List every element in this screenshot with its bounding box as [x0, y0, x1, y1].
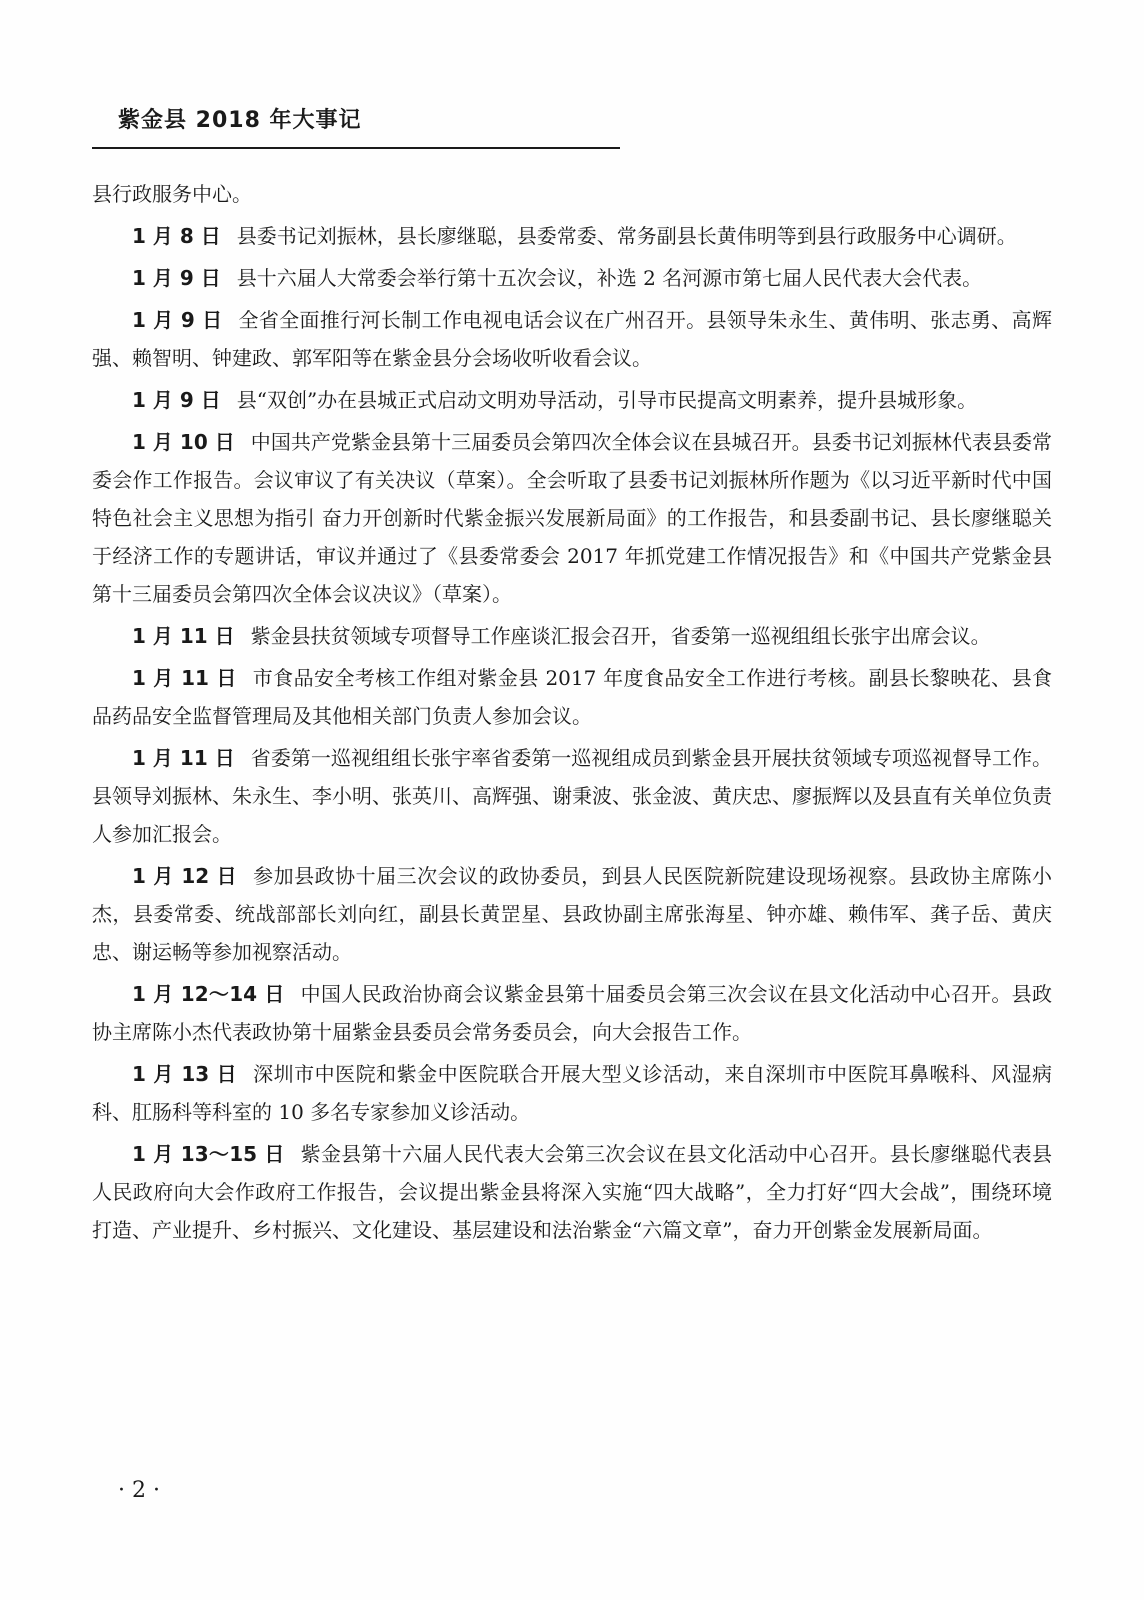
continuation-paragraph: 县行政服务中心。: [92, 182, 252, 206]
entry-text: 深圳市中医院和紫金中医院联合开展大型义诊活动，来自深圳市中医院耳鼻喉科、风湿病科、肛肠科等科室的 10 多名专家参加义诊活动。: [92, 1062, 1053, 1124]
entry-date: 1 月 12 日: [132, 864, 238, 888]
entry-date: 1 月 13～15 日: [132, 1142, 285, 1166]
entry-date: 1 月 10 日: [132, 430, 235, 454]
entry-paragraph: [92, 259, 1052, 297]
entry-text: 市食品安全考核工作组对紫金县 2017 年度食品安全工作进行考核。副县长黎映花、县食品药品安全监督管理局及其他相关部门负责人参加会议。: [92, 666, 1052, 728]
entry-text: 县委书记刘振林，县长廖继聪，县委常委、常务副县长黄伟明等到县行政服务中心调研。: [236, 224, 1017, 248]
entry-paragraph: [92, 217, 1052, 255]
page-number: · 2 ·: [118, 1478, 160, 1503]
entry-date: 1 月 9 日: [132, 266, 221, 290]
entry-text: 中国共产党紫金县第十三届委员会第四次全体会议在县城召开。县委书记刘振林代表县委常委会作工作报告。会议审议了有关决议（草案）。全会听取了县委书记刘振林所作题为《以习近平新时代中国特色社会主义思想为指引 奋力开创新时代紫金振兴发展新局面》的工作报告，和县委副书记、县长廖继聪关于经济工作的专题讲话，审议并通过了《县委常委会 2017 年抓党建工作情况报告》和《中国共产党紫金县第十三届委员会第四次全体会议决议》（草案）。: [92, 430, 1053, 606]
entry-paragraph: [92, 739, 1052, 853]
entry-paragraph: [92, 301, 1052, 377]
entry-text: 省委第一巡视组组长张宇率省委第一巡视组成员到紫金县开展扶贫领域专项巡视督导工作。县领导刘振林、朱永生、李小明、张英川、高辉强、谢秉波、张金波、黄庆忠、廖振辉以及县直有关单位负责人参加汇报会。: [92, 746, 1053, 846]
entry-text: 县十六届人大常委会举行第十五次会议，补选 2 名河源市第七届人民代表大会代表。: [236, 266, 983, 290]
running-title: 紫金县 2018 年大事记: [118, 108, 362, 133]
page-body: [92, 175, 1052, 1253]
entry-text: 紫金县扶贫领域专项督导工作座谈汇报会召开，省委第一巡视组组长张宇出席会议。: [250, 624, 991, 648]
entry-text: 县“双创”办在县城正式启动文明劝导活动，引导市民提高文明素养，提升县城形象。: [236, 388, 978, 412]
entry-text: 全省全面推行河长制工作电视电话会议在广州召开。县领导朱永生、黄伟明、张志勇、高辉强、赖智明、钟建政、郭军阳等在紫金县分会场收听收看会议。: [92, 308, 1052, 370]
entry-paragraph: [92, 1135, 1052, 1249]
entry-paragraph: [92, 659, 1052, 735]
entry-paragraph: [92, 381, 1052, 419]
entry-paragraph: [92, 1055, 1052, 1131]
entry-paragraph: [92, 857, 1052, 971]
entry-date: 1 月 11 日: [132, 624, 235, 648]
entry-date: 1 月 11 日: [132, 666, 237, 690]
entry-text: 中国人民政治协商会议紫金县第十届委员会第三次会议在县文化活动中心召开。县政协主席陈小杰代表政协第十届紫金县委员会常务委员会，向大会报告工作。: [92, 982, 1052, 1044]
entry-text: 紫金县第十六届人民代表大会第三次会议在县文化活动中心召开。县长廖继聪代表县人民政府向大会作政府工作报告，会议提出紫金县将深入实施“四大战略”，全力打好“四大会战”，围绕环境打造、产业提升、乡村振兴、文化建设、基层建设和法治紫金“六篇文章”，奋力开创紫金发展新局面。: [92, 1142, 1052, 1242]
entry-date: 1 月 12～14 日: [132, 982, 285, 1006]
header-rule: [92, 147, 620, 149]
entry-date: 1 月 13 日: [132, 1062, 238, 1086]
entry-date: 1 月 11 日: [132, 746, 235, 770]
entry-date: 1 月 9 日: [132, 388, 221, 412]
entry-date: 1 月 9 日: [132, 308, 223, 332]
entry-paragraph: [92, 423, 1052, 613]
entry-paragraph: [92, 975, 1052, 1051]
entry-date: 1 月 8 日: [132, 224, 221, 248]
entry-paragraph: [92, 617, 1052, 655]
entry-text: 参加县政协十届三次会议的政协委员，到县人民医院新院建设现场视察。县政协主席陈小杰，县委常委、统战部部长刘向红，副县长黄罡星、县政协副主席张海星、钟亦雄、赖伟军、龚子岳、黄庆忠、谢运畅等参加视察活动。: [92, 864, 1053, 964]
